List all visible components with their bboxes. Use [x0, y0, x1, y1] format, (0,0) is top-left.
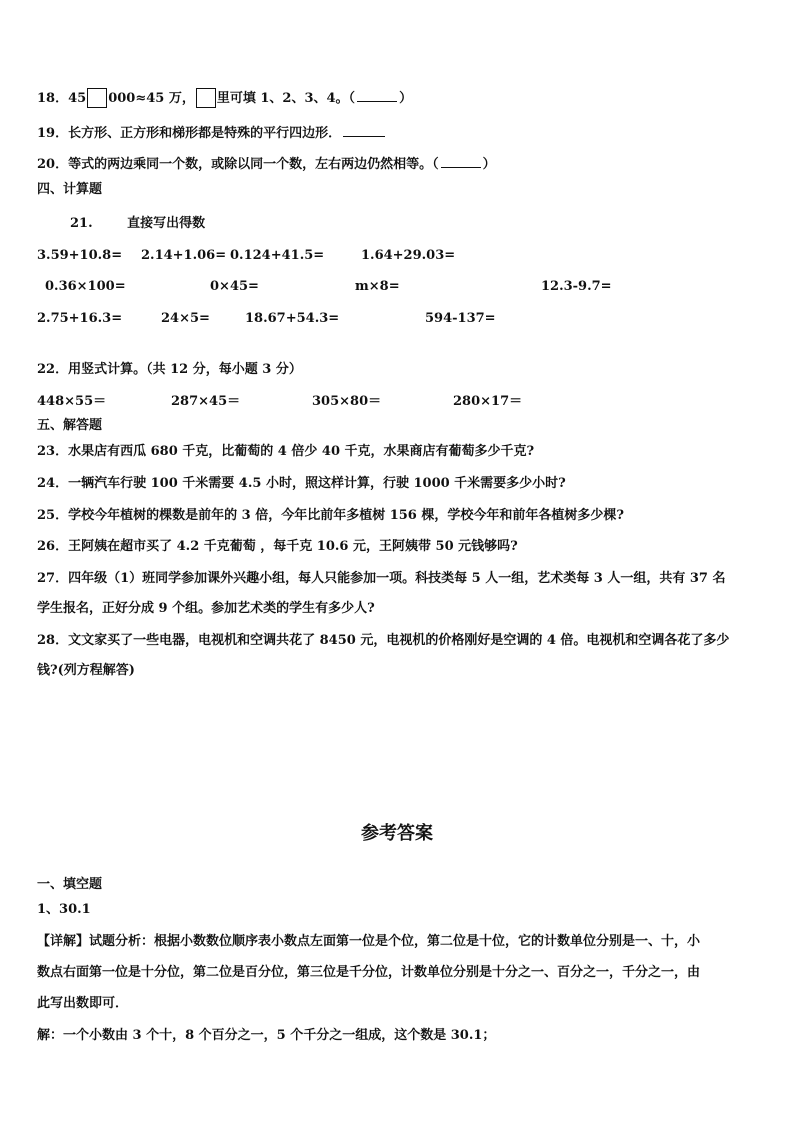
calc-item: 0.124+41.5=	[230, 248, 325, 263]
calc-item: 1.64+29.03=	[361, 248, 456, 263]
vertical-calc-item: 305×80＝	[312, 394, 382, 409]
answer-section-1: 一、填空题	[37, 877, 103, 892]
question-27-line1: 27．四年级（1）班同学参加课外兴趣小组，每人只能参加一项。科技类每 5 人一组，艺术类每 3 人一组，共有 37 名	[37, 571, 726, 586]
q19-number: 19．	[37, 126, 69, 141]
question-28-line1: 28．文文家买了一些电器，电视机和空调共花了 8450 元，电视机的价格刚好是空调的 4 倍。电视机和空调各花了多少	[37, 633, 730, 648]
calc-item: 2.14+1.06=	[141, 248, 227, 263]
section-heading-5: 五、解答题	[37, 418, 103, 433]
answer-box[interactable]	[87, 88, 107, 108]
question-23: 23．水果店有西瓜 680 千克，比葡萄的 4 倍少 40 千克，水果商店有葡萄多少千克?	[37, 444, 535, 459]
solution-line: 解：一个小数由 3 个十，8 个百分之一，5 个千分之一组成，这个数是 30.1；	[37, 1028, 496, 1043]
detail-line-3: 此写出数即可．	[37, 996, 129, 1011]
q18-text-d: ）	[399, 91, 413, 106]
question-19	[37, 125, 387, 143]
calc-item: 594-137=	[425, 311, 496, 326]
q22-text: 用竖式计算。（共 12 分，每小题 3 分）	[68, 362, 302, 377]
detail-line-2: 数点右面第一位是十分位，第二位是百分位，第三位是千分位，计数单位分别是十分之一、百分之一，千分之一，由	[37, 965, 701, 980]
calc-item: 3.59+10.8=	[37, 248, 123, 263]
vertical-calc-item: 280×17＝	[453, 394, 523, 409]
question-25: 25．学校今年植树的棵数是前年的 3 倍，今年比前年多植树 156 棵，学校今年和前年各植树多少棵?	[37, 508, 624, 523]
calc-item: 24×5=	[161, 311, 210, 326]
q20-text: 等式的两边乘同一个数，或除以同一个数，左右两边仍然相等。（	[68, 157, 439, 172]
question-21	[70, 215, 205, 233]
question-18	[37, 88, 412, 108]
calc-item: 18.67+54.3=	[245, 311, 340, 326]
question-28-line2: 钱?(列方程解答)	[37, 663, 135, 678]
question-27-line2: 学生报名，正好分成 9 个组。参加艺术类的学生有多少人?	[37, 601, 375, 616]
calc-item: 2.75+16.3=	[37, 311, 123, 326]
answer-box[interactable]	[196, 88, 216, 108]
q22-number: 22．	[37, 362, 69, 377]
q18-text-b: 000≈45 万，	[108, 91, 195, 106]
question-26: 26．王阿姨在超市买了 4.2 千克葡萄 ，每千克 10.6 元，王阿姨带 50 元钱够吗?	[37, 539, 518, 554]
question-22	[37, 361, 302, 379]
q20-number: 20．	[37, 157, 69, 172]
section-heading-4: 四、计算题	[37, 182, 103, 197]
question-20	[37, 156, 496, 174]
answer-blank[interactable]	[357, 101, 397, 102]
q21-number: 21.	[70, 216, 93, 231]
q20-close: ）	[482, 157, 496, 172]
calc-item: 0.36×100=	[45, 279, 126, 294]
calc-item: 0×45=	[210, 279, 259, 294]
answer-blank[interactable]	[441, 167, 481, 168]
answer-1: 1、30.1	[37, 902, 91, 917]
vertical-calc-item: 448×55＝	[37, 394, 107, 409]
q21-title: 直接写出得数	[127, 216, 206, 231]
q18-text-c: 里可填 1、2、3、4。（	[216, 91, 356, 106]
q18-number: 18．	[37, 91, 69, 106]
answer-title: 参考答案	[361, 823, 433, 844]
calc-item: 12.3-9.7=	[541, 279, 612, 294]
answer-blank[interactable]	[343, 136, 385, 137]
q18-text-a: 45	[68, 91, 87, 106]
q19-text: 长方形、正方形和梯形都是特殊的平行四边形．	[68, 126, 342, 141]
vertical-calc-item: 287×45＝	[171, 394, 241, 409]
question-24: 24．一辆汽车行驶 100 千米需要 4.5 小时，照这样计算，行驶 1000 千米需要多少小时?	[37, 476, 566, 491]
calc-item: m×8=	[355, 279, 400, 294]
detail-line-1: 【详解】试题分析：根据小数数位顺序表小数点左面第一位是个位，第二位是十位，它的计数单位分别是一、十，小	[37, 934, 701, 949]
